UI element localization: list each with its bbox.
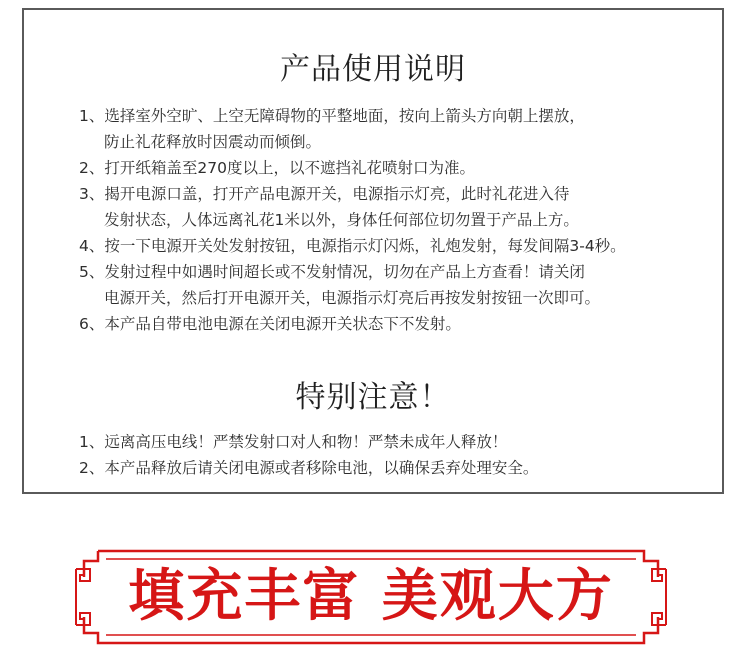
instruction-line: 2、打开纸箱盖至270度以上，以不遮挡礼花喷射口为准。 — [79, 159, 475, 177]
banner-slogan: 填充丰富 美观大方 — [128, 564, 614, 629]
warning-line: 2、本产品释放后请关闭电源或者移除电池，以确保丢弃处理安全。 — [79, 459, 539, 477]
instruction-line: 4、按一下电源开关处发射按钮，电源指示灯闪烁，礼炮发射，每发间隔3-4秒。 — [79, 237, 626, 255]
instruction-line: 1、选择室外空旷、上空无障碍物的平整地面，按向上箭头方向朝上摆放， — [79, 107, 585, 125]
promo-banner — [72, 547, 670, 647]
instruction-line: 3、揭开电源口盖，打开产品电源开关，电源指示灯亮，此时礼花进入待 — [79, 185, 570, 203]
instruction-line: 5、发射过程中如遇时间超长或不发射情况，切勿在产品上方查看！请关闭 — [79, 263, 585, 281]
warning-line: 1、远离高压电线！严禁发射口对人和物！严禁未成年人释放！ — [79, 433, 508, 451]
instruction-line: 发射状态，人体远离礼花1米以外，身体任何部位切勿置于产品上方。 — [104, 211, 579, 229]
instructions-title: 产品使用说明 — [280, 52, 466, 87]
instructions-panel — [22, 8, 724, 494]
instruction-line: 电源开关，然后打开电源开关，电源指示灯亮后再按发射按钮一次即可。 — [104, 289, 601, 307]
instruction-line: 6、本产品自带电池电源在关闭电源开关状态下不发射。 — [79, 315, 461, 333]
instruction-line: 防止礼花释放时因震动而倾倒。 — [104, 133, 322, 151]
warning-title: 特别注意！ — [295, 380, 451, 415]
